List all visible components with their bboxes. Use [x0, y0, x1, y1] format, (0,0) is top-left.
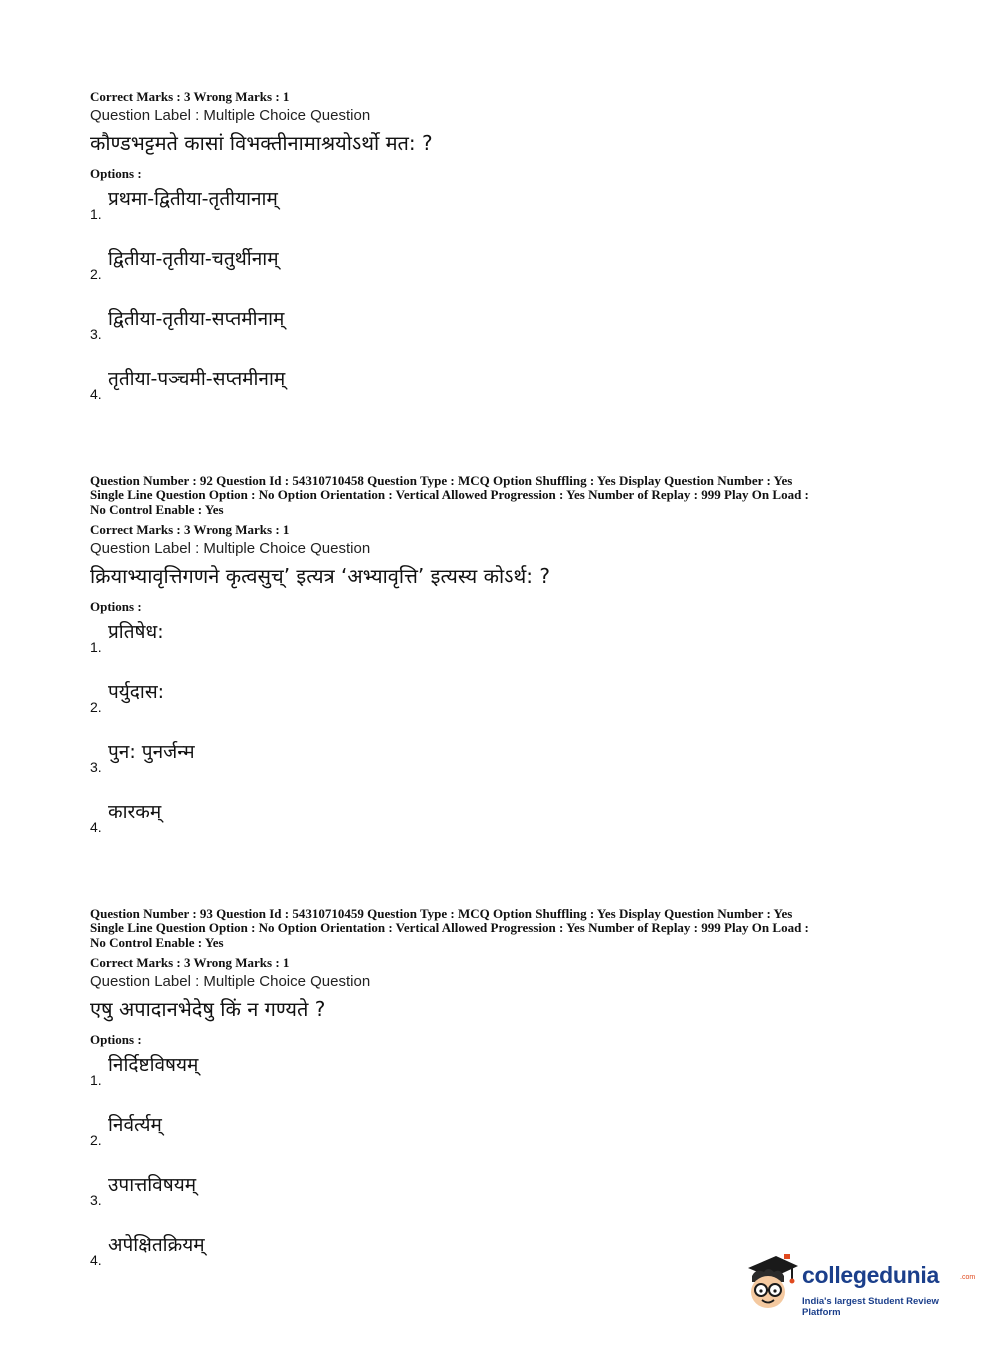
brand-tagline: India's largest Student Review Platform: [802, 1296, 939, 1318]
question-text: क्रियाभ्यावृत्तिगणने कृत्वसुच्’ इत्यत्र ‘अभ्यावृत्ति’ इत्यस्य कोऽर्थ: ?: [90, 563, 550, 588]
brand-name: collegedunia: [802, 1262, 939, 1288]
question-meta-line: No Control Enable : Yes: [90, 501, 224, 517]
option-text: पर्युदास:: [108, 680, 165, 703]
option-number: 1.: [90, 638, 102, 655]
question-label: Question Label : Multiple Choice Question: [90, 539, 371, 557]
options-title: Options :: [90, 598, 142, 614]
question-meta-line: Question Number : 92 Question Id : 54310710458 Question Type : MCQ Option Shuffling : Yes Display Question Number : Yes: [90, 472, 793, 488]
question-block-93: [90, 907, 920, 1292]
options-title: Options :: [90, 165, 142, 181]
question-meta-line: No Control Enable : Yes: [90, 934, 224, 950]
option-number: 2.: [90, 265, 102, 282]
option-text: द्वितीया-तृतीया-चतुर्थीनाम्: [108, 247, 279, 270]
question-block-92: [90, 474, 920, 859]
option-number: 2.: [90, 1131, 102, 1148]
option-number: 1.: [90, 1071, 102, 1088]
option-item: [90, 799, 920, 859]
option-text: निर्वर्त्यम्: [108, 1113, 162, 1136]
question-block-1: [90, 90, 920, 426]
option-number: 3.: [90, 758, 102, 775]
option-item: [90, 679, 920, 739]
option-number: 4.: [90, 1251, 102, 1268]
option-number: 4.: [90, 818, 102, 835]
question-label: Question Label : Multiple Choice Question: [90, 972, 371, 990]
option-item: [90, 1112, 920, 1172]
option-text: अपेक्षितक्रियम्: [108, 1233, 205, 1256]
question-meta-line: Single Line Question Option : No Option Orientation : Vertical Allowed Progression : Yes Number of Replay : 999 Play On Load :: [90, 920, 809, 935]
option-item: [90, 246, 920, 306]
question-text: कौण्डभट्टमते कासां विभक्तीनामाश्रयोऽर्थो मत: ?: [90, 130, 433, 155]
marks-line: Correct Marks : 3 Wrong Marks : 1: [90, 955, 290, 970]
option-text: उपात्तविषयम्: [108, 1173, 197, 1196]
collegedunia-logo[interactable]: [742, 1252, 976, 1318]
option-number: 3.: [90, 1191, 102, 1208]
option-item: [90, 619, 920, 679]
option-number: 2.: [90, 698, 102, 715]
question-label: Question Label : Multiple Choice Question: [90, 106, 371, 124]
option-text: प्रथमा-द्वितीया-तृतीयानाम्: [108, 187, 278, 210]
option-text: तृतीया-पञ्चमी-सप्तमीनाम्: [108, 367, 286, 390]
question-meta-line: Question Number : 93 Question Id : 54310710459 Question Type : MCQ Option Shuffling : Yes Display Question Number : Yes: [90, 905, 793, 921]
brand-suffix: .com: [960, 1274, 976, 1281]
question-text: एषु अपादानभेदेषु किं न गण्यते ?: [90, 996, 326, 1021]
option-number: 1.: [90, 205, 102, 222]
option-text: कारकम्: [108, 800, 162, 823]
question-meta-line: Single Line Question Option : No Option Orientation : Vertical Allowed Progression : Yes Number of Replay : 999 Play On Load :: [90, 487, 809, 502]
option-text: द्वितीया-तृतीया-सप्तमीनाम्: [108, 307, 285, 330]
option-item: [90, 1052, 920, 1112]
option-item: [90, 186, 920, 246]
option-item: [90, 1172, 920, 1232]
question-paper: [90, 90, 920, 1292]
option-text: निर्दिष्टविषयम्: [108, 1053, 199, 1076]
marks-line: Correct Marks : 3 Wrong Marks : 1: [90, 522, 290, 537]
option-text: पुन: पुनर्जन्म: [108, 740, 195, 763]
marks-line: Correct Marks : 3 Wrong Marks : 1: [90, 89, 290, 104]
student-mascot-icon: [742, 1252, 802, 1316]
option-number: 3.: [90, 325, 102, 342]
option-number: 4.: [90, 385, 102, 402]
option-text: प्रतिषेध:: [108, 620, 164, 643]
option-item: [90, 306, 920, 366]
options-title: Options :: [90, 1031, 142, 1047]
option-item: [90, 739, 920, 799]
option-item: [90, 366, 920, 426]
